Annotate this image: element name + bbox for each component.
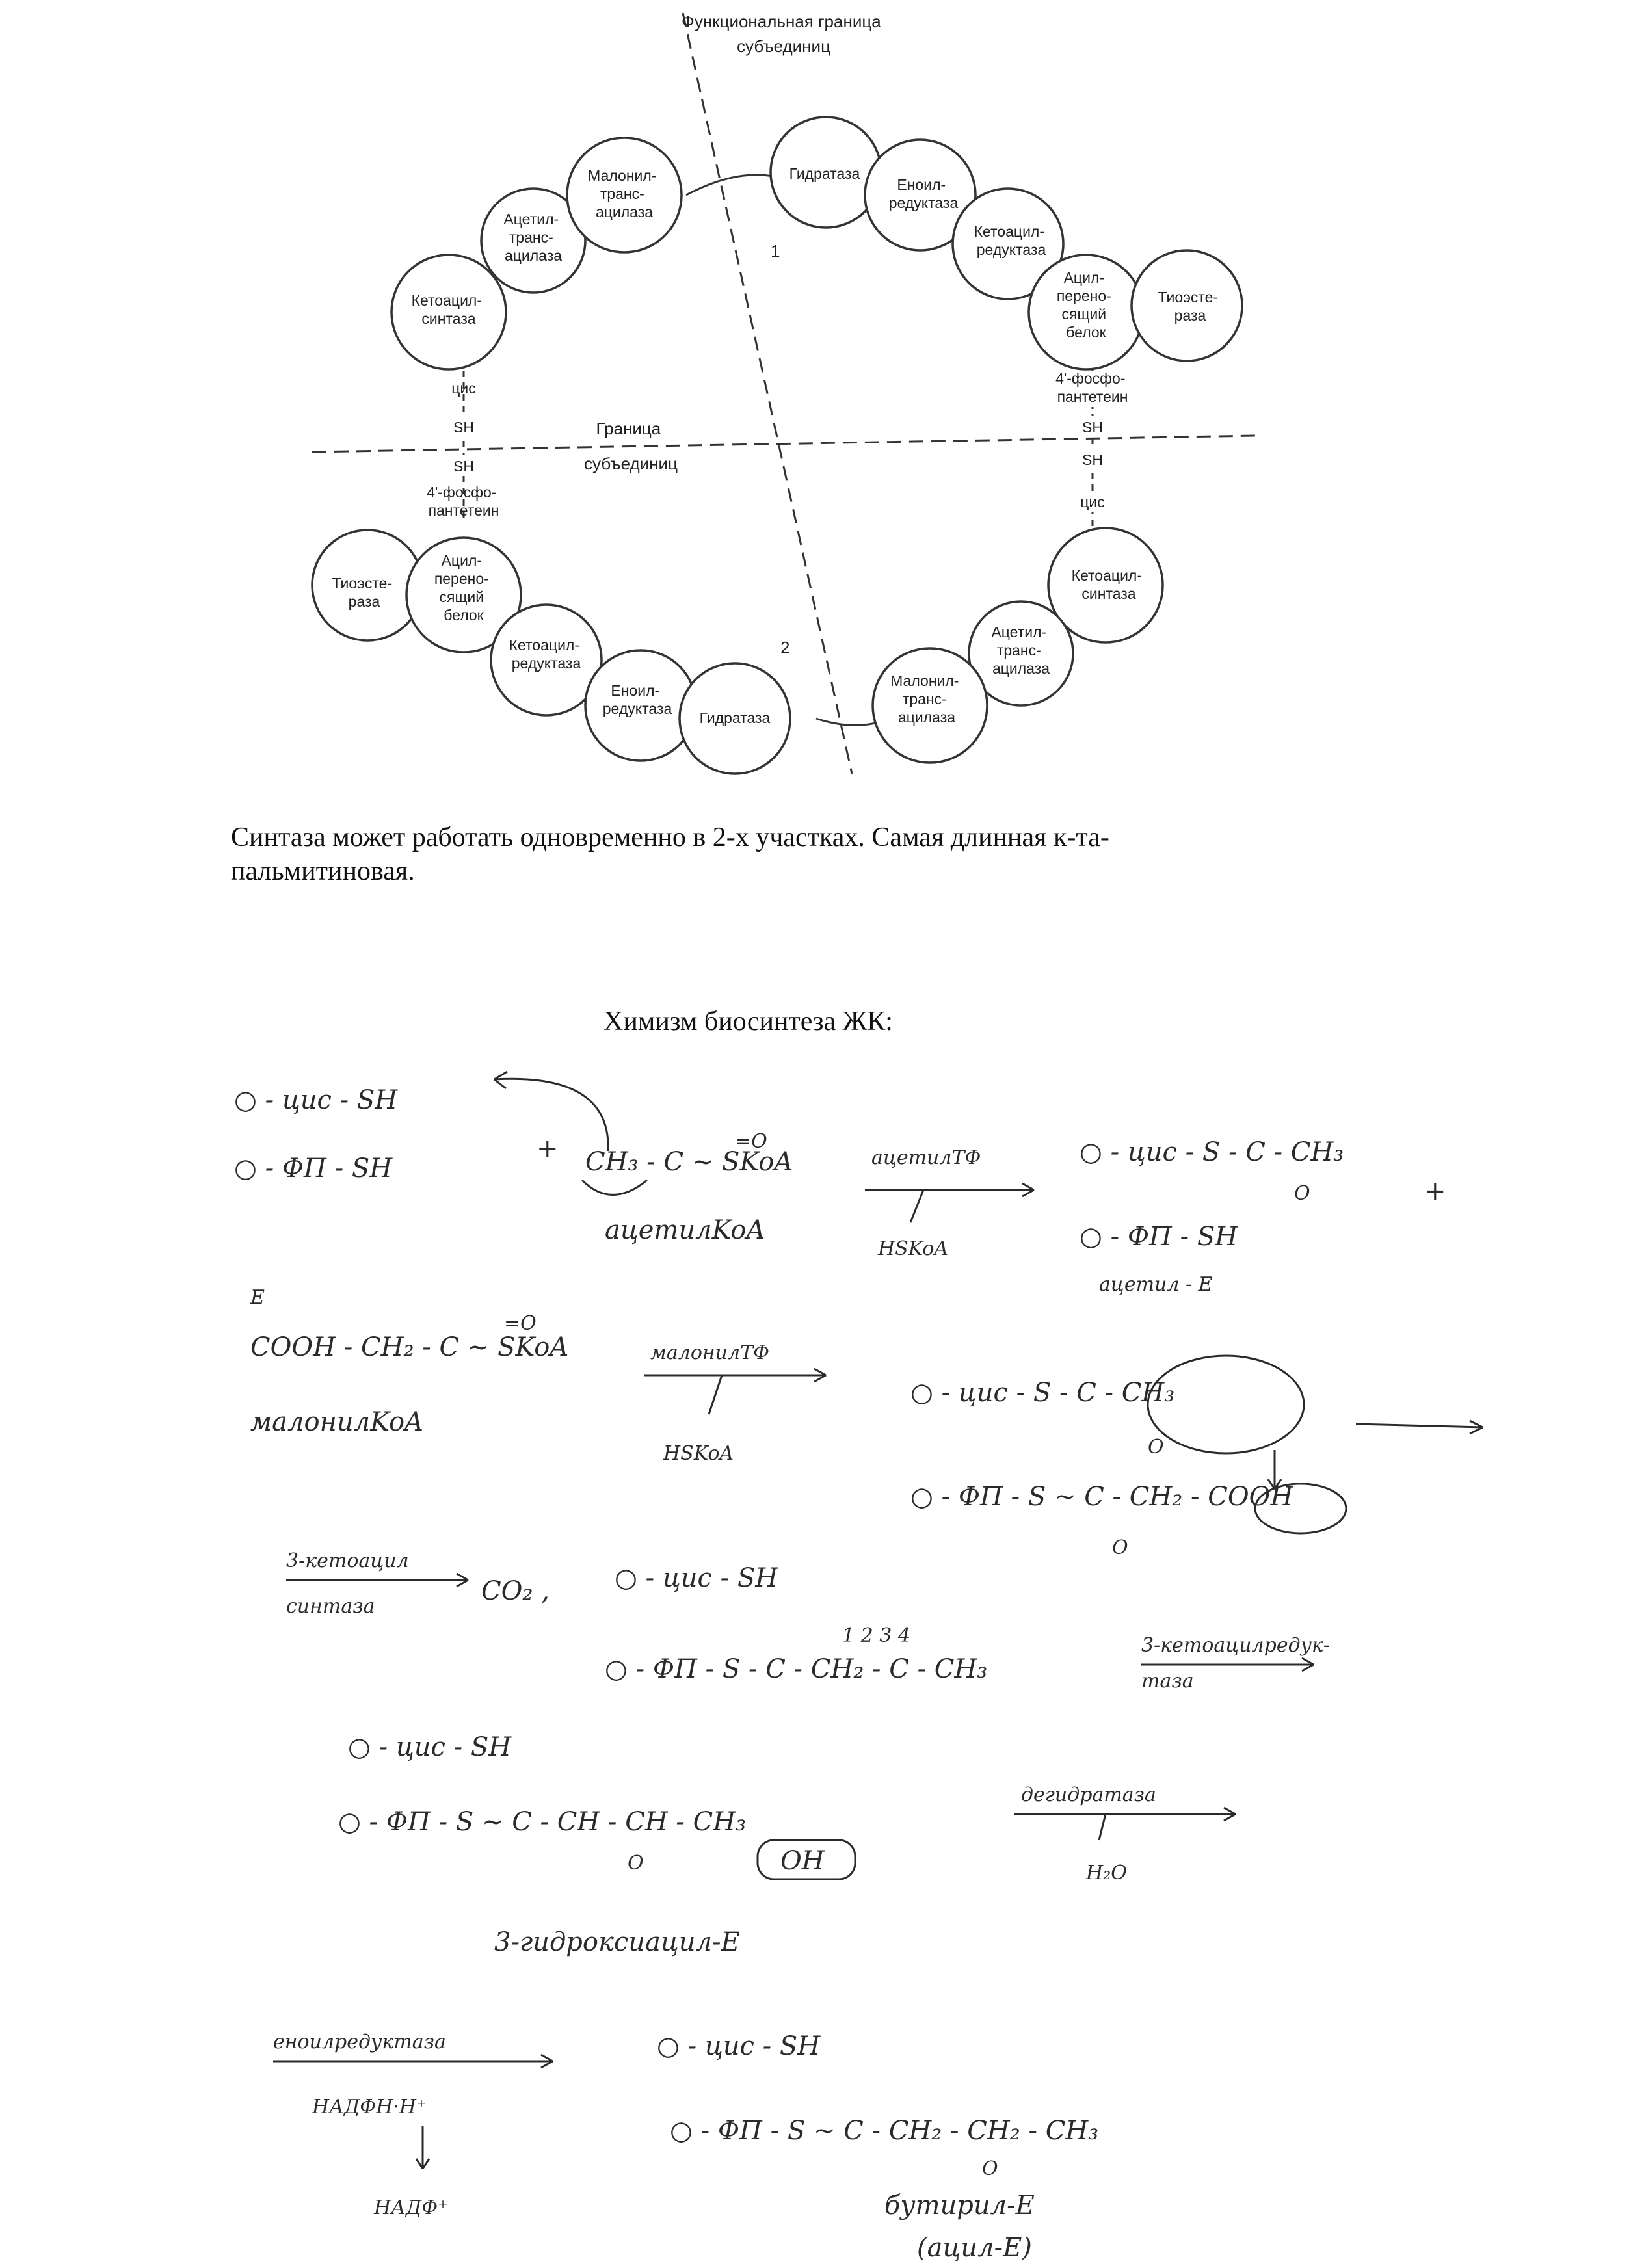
lower-ketoacyl-synthase-label: Кетоацил- синтаза bbox=[1071, 567, 1142, 602]
hw-product-2b: ○ - ФП - S ~ C - CH₂ - COOH bbox=[910, 1482, 1293, 1512]
upper-acp-label: Ацил- перено- сящий белок bbox=[1056, 269, 1111, 341]
hw-carbon-numbers: 1 2 3 4 bbox=[842, 1624, 910, 1647]
hw-o-2: O bbox=[1148, 1436, 1164, 1458]
hw-malonyl-coa-formula: COOH - CH₂ - C ~ SKoA bbox=[250, 1332, 569, 1362]
hw-hskoa-1: HSKoA bbox=[878, 1237, 949, 1260]
upper-cys-label: цис bbox=[451, 380, 476, 397]
hw-oh: OH bbox=[780, 1846, 825, 1876]
upper-malonyl-label: Малонил- транс- ацилаза bbox=[588, 167, 657, 220]
hw-enzyme-malonyl-tf: малонилТФ bbox=[650, 1341, 770, 1364]
upper-acetyl-label: Ацетил- транс- ацилаза bbox=[503, 211, 563, 264]
right-sh-label-b: SH bbox=[1082, 451, 1103, 468]
hw-cys-sh: ○ - цис - SH bbox=[234, 1085, 398, 1115]
hw-malonyl-coa-name: малонилKoA bbox=[250, 1407, 423, 1437]
hw-acetyl-coa-formula: CH₃ - C ~ SKoA bbox=[585, 1147, 793, 1177]
hw-h2o: H₂O bbox=[1086, 1862, 1127, 1884]
upper-right-phospho-label: 4'-фосфо- пантетеин bbox=[1055, 370, 1128, 405]
right-sh-label-a: SH bbox=[1082, 419, 1103, 436]
hw-product-1c: ацетил - Е bbox=[1099, 1273, 1213, 1296]
hw-co2: CO₂ , bbox=[481, 1576, 550, 1606]
hw-acetyl-coa-o: =O bbox=[735, 1130, 767, 1153]
subunit-boundary-title: Граница субъединиц bbox=[584, 419, 678, 473]
hw-nadph: НАДФН·Н⁺ bbox=[312, 2096, 427, 2118]
subunit-label-2: 2 bbox=[780, 638, 790, 657]
hw-hskoa-2: HSKoA bbox=[663, 1442, 734, 1465]
upper-sh-label-b: SH bbox=[453, 458, 474, 475]
lower-left-phospho-label: 4'-фосфо- пантетеин bbox=[427, 484, 499, 519]
hw-product-4b: ○ - ФП - S ~ C - CH - CH - CH₃ bbox=[338, 1807, 747, 1837]
lower-thioesterase-label: Тиоэсте- раза bbox=[332, 575, 393, 610]
hw-enzyme-enoyl-reductase: еноилредуктаза bbox=[273, 2031, 446, 2053]
hw-product-5b: ○ - ФП - S ~ C - CH₂ - CH₂ - CH₃ bbox=[670, 2116, 1099, 2146]
upper-thioesterase-node bbox=[1132, 250, 1242, 361]
functional-boundary-title: Функциональная граница субъединиц bbox=[682, 12, 881, 56]
hw-enzyme-ketoacyl-synthase-b: синтаза bbox=[286, 1595, 375, 1618]
hw-enzyme-dehydratase: дегидратаза bbox=[1021, 1784, 1156, 1806]
subunit-label-1: 1 bbox=[771, 241, 780, 261]
hw-product-3a: ○ - цис - SH bbox=[615, 1563, 778, 1593]
hw-name-acyl: (ацил-Е) bbox=[917, 2233, 1032, 2263]
hw-plus-1: + bbox=[537, 1134, 559, 1164]
lower-enoyl-label: Еноил- редуктаза bbox=[602, 682, 672, 717]
hw-o-2b: O bbox=[1112, 1536, 1128, 1559]
paragraph-line-1: Синтаза может работать одновременно в 2-х участках. Самая длинная к-та- bbox=[231, 823, 1109, 852]
hw-product-1a: ○ - цис - S - C - CH₃ bbox=[1080, 1137, 1344, 1167]
lower-malonyl-label: Малонил- транс- ацилаза bbox=[890, 672, 959, 726]
paragraph-line-2: пальмитиновая. bbox=[231, 856, 415, 886]
section-heading: Химизм биосинтеза ЖК: bbox=[603, 1007, 893, 1036]
upper-ketoacyl-reductase-label: Кетоацил- редуктаза bbox=[974, 223, 1046, 258]
right-cys-label: цис bbox=[1080, 494, 1105, 510]
hw-o-5: O bbox=[982, 2157, 998, 2180]
upper-connector bbox=[686, 175, 784, 195]
handwritten-reaction-scheme bbox=[234, 1072, 1483, 2263]
hw-enzyme-ketoacyl-reductase: 3-кетоацилредук- bbox=[1141, 1634, 1331, 1657]
subunit-boundary-line bbox=[312, 436, 1255, 452]
hw-fp-sh: ○ - ФП - SH bbox=[234, 1154, 393, 1183]
hw-enzyme-ketoacyl-reductase-b: таза bbox=[1141, 1670, 1194, 1693]
hw-o-4: O bbox=[628, 1852, 644, 1875]
hw-product-1b: ○ - ФП - SH bbox=[1080, 1222, 1238, 1252]
lower-hydratase-label: Гидратаза bbox=[699, 709, 771, 726]
hw-name-hydroxyacyl: 3-гидроксиацил-Е bbox=[494, 1927, 740, 1957]
upper-hydratase-label: Гидратаза bbox=[789, 165, 860, 182]
fatty-acid-synthase-diagram bbox=[312, 12, 1255, 774]
hw-product-3b: ○ - ФП - S - C - CH₂ - C - CH₃ bbox=[605, 1654, 988, 1684]
lower-ketoacyl-reductase-label: Кетоацил- редуктаза bbox=[509, 637, 581, 672]
hw-product-5a: ○ - цис - SH bbox=[657, 2031, 821, 2061]
lower-acetyl-label: Ацетил- транс- ацилаза bbox=[991, 624, 1050, 677]
hw-product-2a: ○ - цис - S - C - CH₃ bbox=[910, 1378, 1175, 1408]
hw-enzyme-acetyl-tf: ацетилТФ bbox=[871, 1146, 981, 1169]
upper-enoyl-label: Еноил- редуктаза bbox=[888, 176, 959, 211]
hw-o-1: O bbox=[1294, 1182, 1310, 1205]
hw-arrow-right-long bbox=[1356, 1424, 1483, 1427]
lower-acp-label: Ацил- перено- сящий белок bbox=[434, 552, 489, 624]
hw-malonyl-coa-o: =O bbox=[504, 1312, 537, 1335]
hw-plus-2: + bbox=[1424, 1176, 1446, 1206]
upper-ketoacyl-synthase-label: Кетоацил- синтаза bbox=[411, 292, 482, 327]
hw-name-butyryl: бутирил-Е bbox=[884, 2191, 1035, 2221]
hw-nadp: НАДФ⁺ bbox=[374, 2196, 449, 2219]
hw-acetyl-coa-name: ацетилKoA bbox=[605, 1215, 765, 1245]
hw-product-4a: ○ - цис - SH bbox=[348, 1732, 512, 1762]
upper-thioesterase-label: Тиоэсте- раза bbox=[1158, 289, 1219, 324]
upper-sh-label-a: SH bbox=[453, 419, 474, 436]
hw-e-label: E bbox=[250, 1286, 265, 1309]
hw-enzyme-ketoacyl-synthase: 3-кетоацил bbox=[286, 1549, 409, 1572]
